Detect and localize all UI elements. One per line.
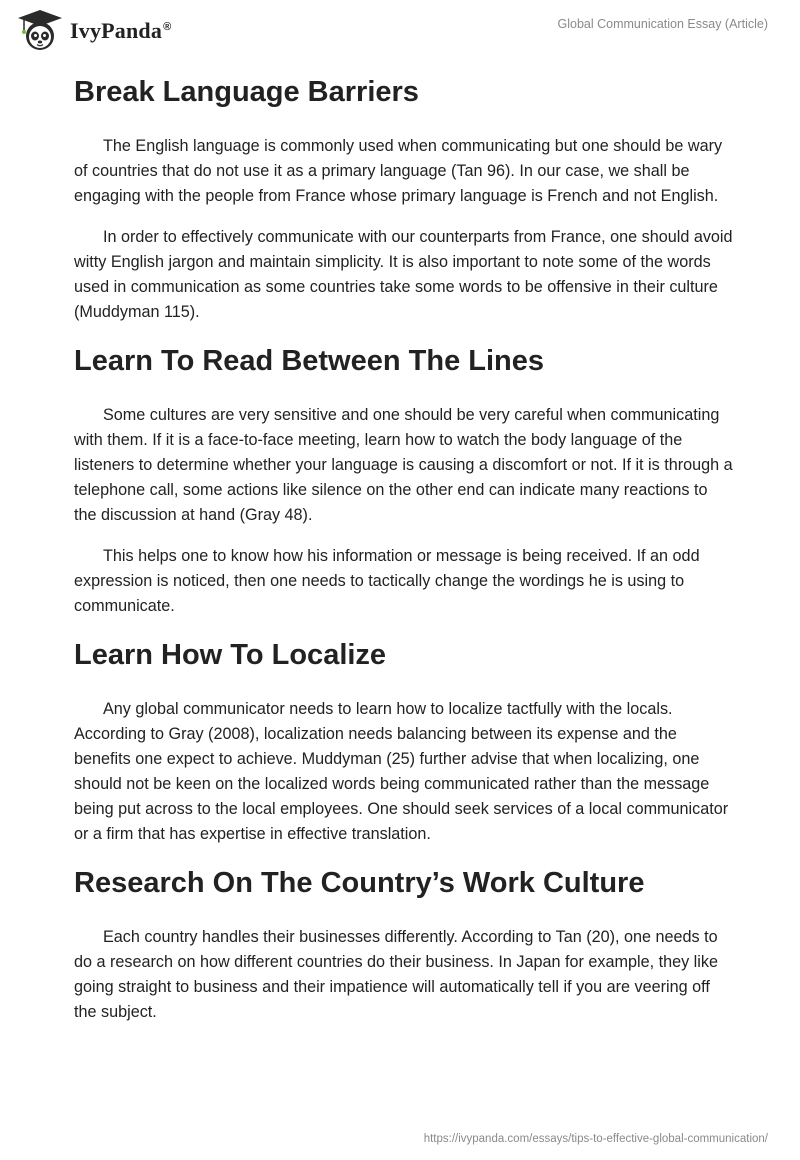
article-body <box>74 70 734 1041</box>
panda-graduate-icon <box>16 9 64 53</box>
page-header <box>0 0 800 60</box>
section-heading: Learn How To Localize <box>74 639 387 671</box>
source-url-link[interactable]: https://ivypanda.com/essays/tips-to-effective-global-communication/ <box>423 1133 768 1145</box>
paragraph: Each country handles their businesses differently. According to Tan (20), one needs to do a research on how different countries do their business. In Japan for example, they like going straight to business and their impatience will automatically tell if you are veering off the subject. <box>74 928 718 1021</box>
section-heading: Research On The Country’s Work Culture <box>74 867 645 899</box>
paragraph: In order to effectively communicate with our counterparts from France, one should avoid witty English jargon and maintain simplicity. It is also important to note some of the words used in communication as some countries take some words to be offensive in their culture (Muddyman 115). <box>74 228 733 321</box>
paragraph: Some cultures are very sensitive and one should be very careful when communicating with them. If it is a face-to-face meeting, learn how to watch the body language of the listeners to determine whether your language is causing a discomfort or not. If it is through a telephone call, some actions like silence on the other end can indicate many reactions to the discussion at hand (Gray 48). <box>74 406 733 524</box>
document-title: Global Communication Essay (Article) <box>557 17 768 31</box>
brand-name-text: IvyPanda <box>70 18 163 43</box>
ivypanda-logo[interactable] <box>16 9 171 53</box>
section-heading: Learn To Read Between The Lines <box>74 345 545 377</box>
paragraph: This helps one to know how his information or message is being received. If an odd expression is noticed, then one needs to tactically change the wordings he is using to communicate. <box>74 547 700 615</box>
section-heading: Break Language Barriers <box>74 76 419 108</box>
paragraph: Any global communicator needs to learn how to localize tactfully with the locals. According to Gray (2008), localization needs balancing between its expense and the benefits one expect to achieve. Muddyman (25) further advise that when localizing, one should not be keen on the localized words being communicated rather than the message being put across to the local employees. One should seek services of a local communicator or a firm that has expertise in effective translation. <box>74 700 729 843</box>
brand-registered-mark: ® <box>163 20 172 33</box>
brand-name <box>70 18 171 44</box>
paragraph: The English language is commonly used when communicating but one should be wary of countries that do not use it as a primary language (Tan 96). In our case, we shall be engaging with the people from France whose primary language is French and not English. <box>74 137 723 205</box>
